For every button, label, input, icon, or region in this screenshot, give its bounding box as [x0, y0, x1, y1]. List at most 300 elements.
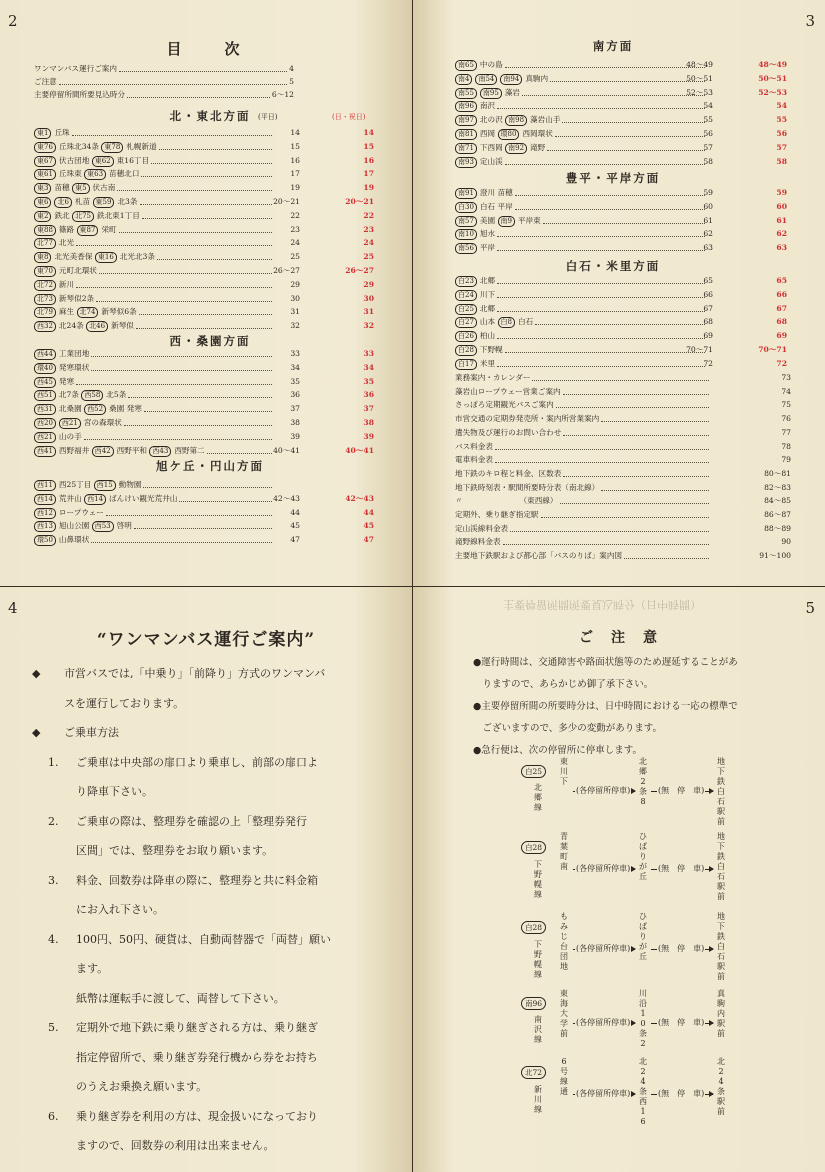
- weekday-page: 36: [290, 390, 300, 400]
- toc-label: 市営交通の定期券発売所・案内所営業案内: [455, 414, 600, 424]
- leader-dots: [495, 443, 709, 450]
- leader-dots: [144, 405, 272, 412]
- notice-text: りますので、あらかじめ御了承下さい。: [473, 679, 654, 690]
- route-number-badge: 南91: [455, 188, 477, 199]
- route-destination: 南沢: [479, 101, 496, 111]
- holiday-page: 35: [363, 376, 374, 386]
- guide-text: 紙幣は運転手に渡して、両替して下さい。: [76, 991, 285, 1005]
- holiday-column-label: (日・祝日): [332, 113, 366, 121]
- toc-row[interactable]: [34, 347, 274, 360]
- route-number-badge: 南65: [455, 60, 477, 71]
- route-number-badge: 白28: [521, 921, 546, 934]
- toc-row[interactable]: [34, 319, 274, 332]
- holiday-page: 33: [363, 349, 374, 358]
- leader-dots: [136, 322, 272, 329]
- toc-page: 80～81: [764, 468, 791, 478]
- toc-row[interactable]: [34, 154, 274, 167]
- weekday-page: 63: [703, 243, 713, 253]
- start-stop: 青葉町南: [560, 832, 568, 871]
- toc-row[interactable]: [34, 181, 274, 194]
- toc-row[interactable]: [34, 416, 274, 429]
- segment-label: (各停留所停車): [576, 943, 631, 953]
- guide-text: 区間」では、整理券をお取り願います。: [76, 844, 274, 857]
- toc-row[interactable]: [34, 430, 274, 443]
- toc-row[interactable]: [34, 305, 274, 318]
- route-destination: 下野幌: [479, 345, 503, 354]
- route-number-badge: 北75: [72, 211, 94, 222]
- leader-dots: [128, 391, 272, 398]
- toc-row[interactable]: [455, 329, 707, 342]
- holiday-page: 58: [776, 156, 787, 166]
- toc-row[interactable]: [34, 492, 274, 505]
- weekday-page: 60: [703, 201, 713, 211]
- toc-row[interactable]: [455, 343, 707, 356]
- toc-label: 主要地下鉄駅および都心部「バスのりば」案内図: [455, 551, 623, 561]
- weekday-page: 40～41: [273, 445, 300, 455]
- line-name: 下野幌線: [534, 940, 542, 980]
- route-destination: 美園: [479, 215, 498, 225]
- route-destination: 米里: [479, 358, 496, 368]
- toc-row[interactable]: [455, 241, 707, 254]
- route-number-badge: 北74: [77, 307, 99, 318]
- route-destination: 丘珠北34条: [58, 141, 102, 151]
- leader-dots: [96, 295, 272, 302]
- toc-row[interactable]: [34, 167, 274, 180]
- leader-dots: [503, 538, 709, 545]
- route-destination: 新琴似2条: [58, 293, 95, 303]
- toc-row-labels: [34, 416, 122, 429]
- toc-row[interactable]: [455, 113, 707, 126]
- route-destination: 平岸東: [518, 215, 541, 225]
- weekday-page: 58: [703, 156, 713, 166]
- route-number-badge: 北73: [34, 294, 56, 305]
- toc-label: 電車料金表: [455, 455, 493, 465]
- weekday-page: 38: [290, 418, 300, 427]
- arrow-icon: [631, 788, 636, 794]
- end-stop: 真駒内駅前: [717, 989, 725, 1038]
- holiday-page: 26～27: [345, 266, 374, 275]
- weekday-page: 35: [290, 376, 300, 386]
- toc-row[interactable]: [34, 506, 274, 519]
- route-destination: 山の手: [58, 431, 82, 441]
- weekday-page: 44: [290, 507, 300, 517]
- leader-dots: [84, 433, 272, 440]
- toc-row[interactable]: [455, 58, 707, 71]
- holiday-page: 61: [776, 215, 787, 225]
- weekday-page: 62: [703, 229, 713, 239]
- route-number-badge: 西51: [34, 390, 56, 401]
- toc-row-labels: [34, 154, 149, 167]
- holiday-page: 19: [363, 183, 374, 193]
- route-number-badge: 南4: [455, 74, 472, 85]
- route-number-badge: 東87: [77, 225, 99, 236]
- route-destination: 篠路: [58, 224, 77, 234]
- route-destination: 東16丁目: [116, 155, 150, 165]
- toc-row[interactable]: [34, 195, 274, 208]
- route-destination: 北光北3条: [119, 252, 155, 262]
- guide-text: スを運行しております。: [64, 696, 185, 710]
- middle-stop: 北郷2条8: [639, 757, 647, 806]
- segment-label: (無 停 車): [658, 1017, 705, 1027]
- weekday-page: 72: [703, 358, 713, 368]
- route-destination: ロープウェー: [58, 507, 104, 517]
- toc-row-labels: [34, 533, 89, 546]
- leader-dots: [563, 470, 709, 477]
- toc-row[interactable]: [455, 200, 707, 213]
- toc-row[interactable]: [455, 288, 707, 301]
- toc-row[interactable]: [34, 444, 274, 457]
- toc-row[interactable]: [34, 292, 274, 305]
- weekday-page: 15: [290, 141, 300, 151]
- leader-dots: [124, 419, 272, 426]
- toc-row[interactable]: [455, 508, 711, 521]
- toc-row-labels: [455, 99, 495, 112]
- leader-dots: [556, 401, 709, 408]
- route-destination: 旭山公園: [58, 521, 92, 531]
- toc-row-labels: [455, 214, 541, 227]
- weekday-page: 65: [703, 276, 713, 285]
- toc-row-labels: [34, 181, 115, 194]
- toc-row[interactable]: [455, 549, 711, 562]
- toc-row[interactable]: [34, 209, 274, 222]
- route-destination: 苗穂北口: [109, 169, 140, 179]
- leader-dots: [119, 65, 287, 72]
- toc-page: 90: [781, 537, 791, 547]
- route-destination: 啓明: [116, 521, 132, 531]
- holiday-page: 62: [776, 229, 787, 239]
- toc-row[interactable]: [34, 75, 294, 88]
- item-number: 1.: [48, 755, 59, 769]
- toc-row-labels: [34, 347, 89, 360]
- toc-row-labels: [455, 241, 495, 254]
- toc-row-labels: [34, 444, 205, 457]
- route-number-badge: 環80: [498, 129, 520, 140]
- toc-row[interactable]: [455, 155, 707, 168]
- toc-row[interactable]: [455, 274, 707, 287]
- page-title: ご 注 意: [579, 630, 659, 646]
- holiday-page: 56: [776, 129, 787, 138]
- leader-dots: [76, 239, 272, 246]
- route-destination: 新琴似: [111, 321, 134, 331]
- toc-row[interactable]: [34, 223, 274, 236]
- toc-row[interactable]: [455, 535, 711, 548]
- toc-row[interactable]: [455, 385, 711, 398]
- toc-row[interactable]: [455, 494, 711, 507]
- leader-dots: [72, 129, 272, 136]
- toc-row-labels: [34, 126, 70, 139]
- toc-label: 〃 （東西線）: [455, 496, 558, 506]
- route-number-badge: 南92: [505, 143, 527, 154]
- route-destination: 北7条: [58, 390, 82, 400]
- route-destination: 定山渓: [479, 156, 503, 166]
- route-number-badge: 南56: [455, 243, 477, 254]
- leader-dots: [142, 212, 272, 219]
- route-number-badge: 東63: [84, 169, 106, 180]
- route-number-badge: 東78: [101, 142, 123, 153]
- line-name: 新川線: [534, 1085, 542, 1115]
- toc-row[interactable]: [34, 264, 274, 277]
- leader-dots: [76, 281, 272, 288]
- route-destination: 北光美香保: [54, 252, 95, 262]
- route-destination: 白石: [518, 317, 534, 327]
- route-destination: 丘珠: [54, 128, 70, 137]
- bullet-diamond: ◆: [32, 667, 41, 680]
- toc-row-labels: [34, 278, 74, 291]
- weekday-page: 67: [703, 303, 713, 313]
- toc-row[interactable]: [455, 99, 707, 112]
- toc-row-labels: [34, 492, 177, 505]
- weekday-page: 39: [290, 431, 300, 441]
- weekday-page: 33: [290, 349, 300, 358]
- toc-label: ご注意: [34, 77, 57, 86]
- route-destination: 発寒: [58, 376, 75, 386]
- toc-row[interactable]: [34, 250, 274, 263]
- route-destination: 新琴似6条: [101, 307, 137, 317]
- toc-row[interactable]: [34, 62, 294, 75]
- route-number-badge: 南54: [475, 74, 497, 85]
- toc-page: 88～89: [764, 523, 791, 533]
- toc-label: 地下鉄時刻表・駅間所要時分表（南北線）: [455, 482, 600, 492]
- weekday-page: 24: [290, 238, 300, 248]
- route-destination: 札苗: [74, 197, 93, 206]
- leader-dots: [624, 552, 709, 559]
- end-stop: 地下鉄白石駅前: [717, 757, 725, 826]
- leader-dots: [140, 198, 273, 205]
- route-destination: 荒井山: [58, 493, 85, 503]
- toc-page: 6～12: [271, 90, 294, 99]
- toc-row-labels: [34, 223, 117, 236]
- page-title: 目 次: [166, 40, 254, 58]
- route-destination: 柏山: [479, 331, 496, 341]
- route-number-badge: 環40: [34, 363, 56, 374]
- weekday-page: 14: [290, 128, 300, 137]
- page-5-notice: [413, 587, 825, 1172]
- toc-row[interactable]: [455, 522, 711, 535]
- toc-row[interactable]: [455, 315, 707, 328]
- toc-row[interactable]: [455, 127, 707, 140]
- toc-row-labels: [455, 58, 503, 71]
- notice-text: ●主要停留所間の所要時分は、日中時間における一応の標準で: [473, 701, 738, 712]
- route-number-badge: 東62: [92, 156, 114, 167]
- toc-row[interactable]: [34, 278, 274, 291]
- toc-row-labels: [34, 430, 82, 443]
- toc-row[interactable]: [34, 533, 274, 546]
- arrow-icon: [709, 866, 714, 872]
- toc-row[interactable]: [455, 227, 707, 240]
- toc-row[interactable]: [34, 388, 274, 401]
- route-number-badge: 東5: [72, 183, 89, 194]
- guide-text: にお入れ下さい。: [76, 903, 164, 916]
- toc-row[interactable]: [34, 126, 274, 139]
- section-title: 旭ケ丘・円山方面: [156, 459, 264, 473]
- holiday-page: 57: [776, 142, 787, 152]
- weekday-page: 32: [290, 321, 300, 331]
- holiday-page: 50～51: [758, 73, 787, 83]
- holiday-page: 14: [363, 128, 374, 137]
- segment-label: (無 停 車): [658, 863, 705, 873]
- toc-row[interactable]: [455, 302, 707, 315]
- weekday-page: 59: [703, 188, 713, 197]
- item-number: 2.: [48, 814, 59, 828]
- holiday-page: 16: [363, 155, 374, 165]
- toc-row[interactable]: [455, 440, 711, 453]
- arrow-icon: [709, 1091, 714, 1097]
- toc-label: 滝野線料金表: [455, 537, 501, 547]
- guide-text: 乗り継ぎ券を利用の方は、現金扱いになっており: [76, 1109, 318, 1123]
- route-number-badge: 白8: [498, 317, 515, 328]
- toc-row[interactable]: [34, 140, 274, 153]
- arrow-icon: [631, 1091, 636, 1097]
- toc-row[interactable]: [34, 88, 294, 101]
- toc-row-labels: [455, 86, 520, 99]
- toc-label: 遺失物及び運行のお問い合わせ: [455, 427, 562, 437]
- toc-row-labels: [455, 343, 503, 356]
- middle-stop: ひばりが丘: [639, 912, 647, 961]
- toc-row-labels: [34, 236, 74, 249]
- weekday-page: 70～71: [686, 345, 713, 354]
- toc-row[interactable]: [455, 86, 707, 99]
- holiday-page: 63: [776, 243, 787, 253]
- route-destination: 白石 平岸: [479, 201, 513, 211]
- route-destination: 宮の森環状: [83, 418, 122, 427]
- end-stop: 地下鉄白石駅前: [717, 912, 725, 981]
- toc-row[interactable]: [455, 141, 707, 154]
- toc-row-labels: [455, 302, 495, 315]
- toc-row[interactable]: [34, 375, 274, 388]
- leader-dots: [91, 350, 272, 357]
- route-number-badge: 西13: [34, 521, 56, 532]
- toc-row-labels: [34, 264, 97, 277]
- route-number-badge: 白26: [455, 331, 477, 342]
- page-4-oneman-bus-guide: [0, 587, 412, 1172]
- route-destination: 動物園: [118, 480, 142, 489]
- toc-row-labels: [455, 186, 513, 199]
- toc-page: 73: [781, 373, 791, 382]
- toc-row-labels: [34, 195, 138, 208]
- route-number-badge: 白25: [521, 765, 546, 778]
- guide-text: ますので、回数券の利用は出来ません。: [76, 1139, 275, 1152]
- route-destination: 北光: [58, 238, 75, 248]
- item-number: 5.: [48, 1021, 59, 1034]
- toc-row[interactable]: [455, 357, 707, 370]
- toc-row[interactable]: [455, 371, 711, 384]
- toc-row[interactable]: [455, 426, 711, 439]
- leader-dots: [157, 253, 272, 260]
- weekday-page: 69: [703, 331, 713, 341]
- route-destination: 中の島: [479, 60, 503, 69]
- toc-row[interactable]: [455, 412, 711, 425]
- holiday-page: 67: [776, 303, 787, 313]
- route-number-badge: 東61: [34, 169, 56, 180]
- toc-row[interactable]: [455, 453, 711, 466]
- toc-row-labels: [455, 315, 533, 328]
- toc-row[interactable]: [455, 467, 711, 480]
- leader-dots: [91, 536, 272, 543]
- route-destination: 伏古南: [92, 183, 116, 193]
- weekday-page: 17: [290, 169, 300, 179]
- weekday-page: 16: [290, 155, 300, 165]
- holiday-page: 42～43: [345, 493, 374, 503]
- toc-row[interactable]: [455, 72, 707, 85]
- route-destination: 北郷: [479, 303, 496, 313]
- route-destination: 鉄北: [54, 210, 73, 220]
- weekday-column-label: (平日): [258, 113, 278, 121]
- page-number: 5: [805, 599, 815, 617]
- toc-label: さっぽろ定期観光バスご案内: [455, 400, 554, 410]
- toc-row[interactable]: [34, 361, 274, 374]
- item-number: 4.: [48, 932, 59, 946]
- holiday-page: 40～41: [345, 445, 374, 455]
- guide-text: 市営バスでは,「中乗り」「前降り」方式のワンマンバ: [64, 667, 326, 680]
- toc-row[interactable]: [34, 519, 274, 532]
- toc-row[interactable]: [455, 481, 711, 494]
- toc-row[interactable]: [455, 214, 707, 227]
- segment-label: (無 停 車): [658, 786, 705, 796]
- section-title: 北・東北方面: [169, 109, 251, 123]
- toc-row[interactable]: [34, 402, 274, 415]
- route-destination: 藻岩山手: [530, 115, 561, 125]
- segment-label: (各停留所停車): [576, 1088, 631, 1098]
- start-stop: 東川下: [560, 757, 568, 786]
- toc-row[interactable]: [455, 398, 711, 411]
- holiday-page: 65: [776, 276, 787, 285]
- holiday-page: 55: [776, 115, 787, 125]
- route-number-badge: 西21: [34, 432, 56, 443]
- toc-label: 業務案内・カレンダー: [455, 373, 531, 382]
- holiday-page: 60: [776, 201, 787, 211]
- holiday-page: 20～21: [345, 197, 374, 206]
- holiday-page: 38: [363, 418, 374, 427]
- route-number-badge: 北72: [34, 280, 56, 291]
- toc-row-labels: [455, 127, 553, 140]
- toc-page: 84～85: [764, 496, 791, 506]
- route-destination: 北24条: [58, 321, 87, 331]
- route-number-badge: 白17: [455, 359, 477, 370]
- item-number: 3.: [48, 873, 59, 887]
- notice-text: ●急行便は、次の停留所に停車します。: [473, 745, 643, 756]
- middle-stop: 北24条西16: [639, 1057, 647, 1126]
- route-number-badge: 東76: [34, 142, 56, 153]
- leader-dots: [119, 226, 272, 233]
- guide-text: り降車下さい。: [76, 785, 153, 798]
- holiday-page: 24: [363, 238, 374, 248]
- holiday-page: 45: [363, 521, 374, 531]
- holiday-page: 39: [363, 431, 374, 441]
- toc-row-labels: [34, 361, 89, 374]
- page-2-contents: [0, 0, 412, 586]
- route-number-badge: 南55: [455, 88, 477, 99]
- route-number-badge: 南81: [455, 129, 477, 140]
- toc-row[interactable]: [455, 186, 707, 199]
- toc-row-labels: [34, 375, 74, 388]
- toc-row-labels: [34, 478, 141, 491]
- leader-dots: [159, 143, 272, 150]
- holiday-page: 70～71: [758, 345, 787, 354]
- toc-row[interactable]: [34, 478, 274, 491]
- weekday-page: 19: [290, 183, 300, 193]
- route-number-badge: 南97: [455, 115, 477, 126]
- leader-dots: [495, 456, 709, 463]
- toc-row[interactable]: [34, 236, 274, 249]
- holiday-page: 34: [363, 362, 374, 372]
- guide-text: ご乗車の際は、整理券を確認の上「整理券発行: [76, 814, 307, 828]
- start-stop: もみじ台団地: [560, 912, 568, 971]
- arrow-icon: [631, 866, 636, 872]
- holiday-page: 23: [363, 224, 374, 234]
- middle-stop: 川沿10条2: [639, 989, 647, 1048]
- toc-row-labels: [455, 113, 560, 126]
- route-destination: 西野福井: [58, 445, 92, 455]
